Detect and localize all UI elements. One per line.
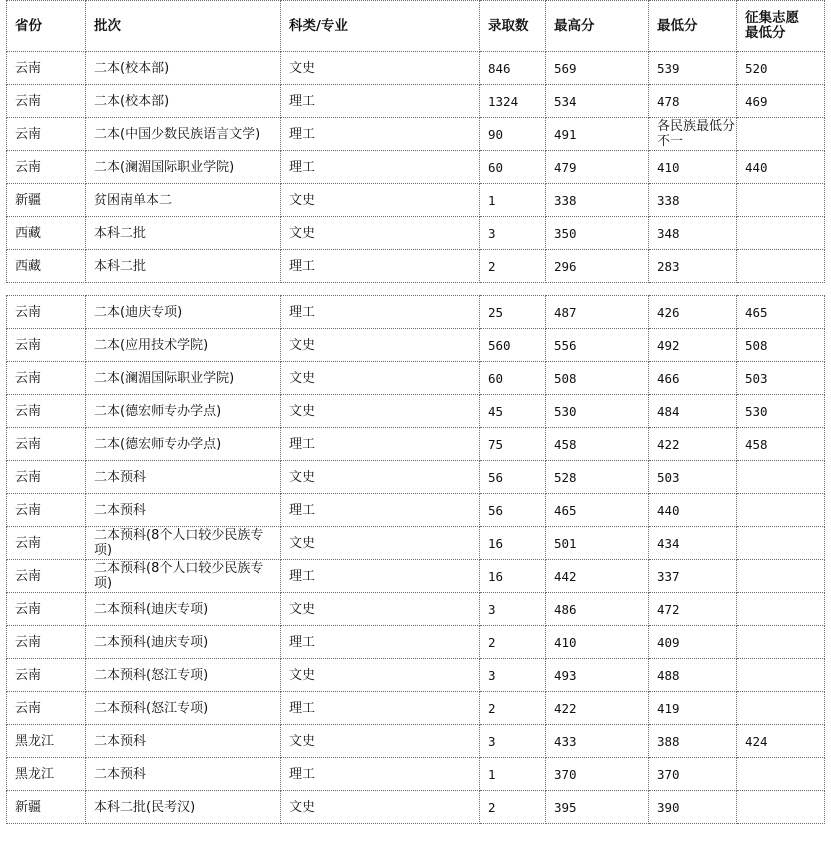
cell-category: 理工 [281,494,480,527]
cell-admitted: 45 [480,395,546,428]
cell-batch: 二本预科(迪庆专项) [86,626,281,659]
cell-category: 理工 [281,151,480,184]
cell-category: 文史 [281,527,480,560]
cell-admitted: 75 [480,428,546,461]
admission-table-1 [6,0,825,283]
cell-batch: 二本预科 [86,494,281,527]
cell-batch: 二本(德宏师专办学点) [86,428,281,461]
cell-min-score: 370 [649,758,737,791]
cell-category: 理工 [281,118,480,151]
header-batch: 批次 [86,1,281,52]
table-row [7,362,825,395]
cell-min-score: 410 [649,151,737,184]
cell-max-score: 534 [546,85,649,118]
cell-min-score: 348 [649,217,737,250]
cell-max-score: 491 [546,118,649,151]
table-row [7,659,825,692]
cell-supplementary-min [737,118,825,151]
cell-min-score: 各民族最低分不一 [649,118,737,151]
cell-admitted: 56 [480,494,546,527]
cell-admitted: 3 [480,659,546,692]
cell-max-score: 479 [546,151,649,184]
cell-province: 云南 [7,494,86,527]
cell-category: 文史 [281,329,480,362]
cell-batch: 二本(德宏师专办学点) [86,395,281,428]
cell-supplementary-min: 503 [737,362,825,395]
cell-admitted: 16 [480,560,546,593]
cell-category: 文史 [281,362,480,395]
cell-category: 文史 [281,395,480,428]
cell-supplementary-min [737,626,825,659]
cell-admitted: 3 [480,725,546,758]
cell-admitted: 2 [480,692,546,725]
table-row [7,217,825,250]
cell-admitted: 2 [480,791,546,824]
table-row [7,395,825,428]
cell-supplementary-min [737,527,825,560]
cell-category: 文史 [281,217,480,250]
cell-supplementary-min: 530 [737,395,825,428]
table-row [7,250,825,283]
cell-province: 新疆 [7,791,86,824]
cell-min-score: 478 [649,85,737,118]
cell-supplementary-min [737,184,825,217]
cell-admitted: 1324 [480,85,546,118]
cell-category: 文史 [281,184,480,217]
cell-province: 云南 [7,428,86,461]
cell-supplementary-min [737,461,825,494]
cell-max-score: 458 [546,428,649,461]
cell-province: 黑龙江 [7,725,86,758]
cell-min-score: 426 [649,296,737,329]
cell-batch: 二本预科(怒江专项) [86,692,281,725]
cell-min-score: 440 [649,494,737,527]
cell-category: 理工 [281,428,480,461]
cell-category: 理工 [281,560,480,593]
cell-batch: 二本预科(怒江专项) [86,659,281,692]
cell-batch: 贫困南单本二 [86,184,281,217]
cell-admitted: 16 [480,527,546,560]
cell-min-score: 488 [649,659,737,692]
cell-supplementary-min: 520 [737,52,825,85]
table-row [7,494,825,527]
cell-province: 云南 [7,151,86,184]
cell-category: 理工 [281,85,480,118]
cell-province: 云南 [7,52,86,85]
cell-supplementary-min [737,250,825,283]
cell-min-score: 419 [649,692,737,725]
cell-category: 文史 [281,461,480,494]
table-row [7,692,825,725]
cell-category: 文史 [281,659,480,692]
table-row [7,527,825,560]
cell-batch: 二本预科 [86,461,281,494]
cell-supplementary-min [737,758,825,791]
cell-province: 云南 [7,626,86,659]
cell-admitted: 1 [480,184,546,217]
cell-min-score: 434 [649,527,737,560]
table-row [7,758,825,791]
cell-min-score: 484 [649,395,737,428]
cell-max-score: 350 [546,217,649,250]
cell-batch: 二本预科(8个人口较少民族专项) [86,527,281,560]
header-category: 科类/专业 [281,1,480,52]
cell-batch: 二本预科 [86,758,281,791]
cell-batch: 二本预科 [86,725,281,758]
cell-max-score: 422 [546,692,649,725]
table-row [7,428,825,461]
cell-min-score: 337 [649,560,737,593]
cell-max-score: 569 [546,52,649,85]
cell-province: 西藏 [7,217,86,250]
admission-tables [6,0,824,824]
cell-max-score: 395 [546,791,649,824]
cell-admitted: 2 [480,626,546,659]
cell-batch: 二本(校本部) [86,52,281,85]
cell-min-score: 338 [649,184,737,217]
cell-max-score: 556 [546,329,649,362]
table-row [7,52,825,85]
cell-province: 云南 [7,692,86,725]
cell-max-score: 501 [546,527,649,560]
cell-category: 文史 [281,725,480,758]
cell-max-score: 465 [546,494,649,527]
cell-category: 理工 [281,296,480,329]
cell-category: 理工 [281,692,480,725]
table-row [7,296,825,329]
cell-min-score: 472 [649,593,737,626]
cell-max-score: 530 [546,395,649,428]
cell-max-score: 487 [546,296,649,329]
cell-supplementary-min: 440 [737,151,825,184]
cell-supplementary-min [737,791,825,824]
cell-supplementary-min: 465 [737,296,825,329]
cell-min-score: 409 [649,626,737,659]
cell-min-score: 492 [649,329,737,362]
cell-province: 云南 [7,560,86,593]
cell-province: 云南 [7,593,86,626]
cell-max-score: 508 [546,362,649,395]
cell-min-score: 503 [649,461,737,494]
cell-supplementary-min: 508 [737,329,825,362]
cell-min-score: 388 [649,725,737,758]
table-row [7,461,825,494]
cell-batch: 二本(迪庆专项) [86,296,281,329]
cell-admitted: 1 [480,758,546,791]
cell-supplementary-min: 424 [737,725,825,758]
cell-province: 新疆 [7,184,86,217]
cell-admitted: 60 [480,151,546,184]
cell-supplementary-min [737,217,825,250]
cell-batch: 二本(应用技术学院) [86,329,281,362]
header-admitted: 录取数 [480,1,546,52]
cell-supplementary-min [737,494,825,527]
table-row [7,626,825,659]
table-row [7,329,825,362]
cell-supplementary-min [737,560,825,593]
cell-min-score: 539 [649,52,737,85]
cell-province: 云南 [7,527,86,560]
cell-max-score: 296 [546,250,649,283]
cell-supplementary-min [737,692,825,725]
cell-min-score: 390 [649,791,737,824]
cell-batch: 本科二批 [86,217,281,250]
cell-province: 云南 [7,118,86,151]
cell-admitted: 90 [480,118,546,151]
cell-supplementary-min [737,659,825,692]
header-supplementary-min-label: 征集志愿 最低分 [745,10,799,41]
cell-batch: 二本预科(8个人口较少民族专项) [86,560,281,593]
cell-admitted: 56 [480,461,546,494]
admission-table-2 [6,295,825,824]
cell-max-score: 338 [546,184,649,217]
cell-admitted: 3 [480,593,546,626]
cell-supplementary-min [737,593,825,626]
table-gap [6,283,824,295]
cell-province: 西藏 [7,250,86,283]
cell-province: 云南 [7,85,86,118]
cell-category: 理工 [281,626,480,659]
cell-province: 云南 [7,362,86,395]
cell-category: 文史 [281,791,480,824]
cell-admitted: 25 [480,296,546,329]
cell-batch: 二本(澜湄国际职业学院) [86,362,281,395]
cell-admitted: 60 [480,362,546,395]
cell-province: 云南 [7,296,86,329]
cell-max-score: 486 [546,593,649,626]
cell-max-score: 410 [546,626,649,659]
header-province: 省份 [7,1,86,52]
cell-batch: 二本(中国少数民族语言文学) [86,118,281,151]
cell-max-score: 442 [546,560,649,593]
table-row [7,118,825,151]
cell-supplementary-min: 458 [737,428,825,461]
cell-batch: 二本预科(迪庆专项) [86,593,281,626]
cell-max-score: 493 [546,659,649,692]
cell-max-score: 370 [546,758,649,791]
cell-category: 理工 [281,758,480,791]
cell-min-score: 466 [649,362,737,395]
cell-province: 云南 [7,461,86,494]
table-row [7,151,825,184]
cell-batch: 本科二批 [86,250,281,283]
header-max-score: 最高分 [546,1,649,52]
cell-max-score: 433 [546,725,649,758]
table-row [7,791,825,824]
cell-batch: 本科二批(民考汉) [86,791,281,824]
table-row [7,725,825,758]
cell-province: 黑龙江 [7,758,86,791]
table-row [7,184,825,217]
cell-province: 云南 [7,395,86,428]
cell-admitted: 560 [480,329,546,362]
header-row [7,1,825,52]
cell-min-score: 283 [649,250,737,283]
cell-supplementary-min: 469 [737,85,825,118]
cell-category: 文史 [281,593,480,626]
cell-max-score: 528 [546,461,649,494]
cell-category: 理工 [281,250,480,283]
cell-admitted: 3 [480,217,546,250]
cell-province: 云南 [7,329,86,362]
cell-admitted: 846 [480,52,546,85]
cell-batch: 二本(校本部) [86,85,281,118]
header-min-score: 最低分 [649,1,737,52]
table-row [7,560,825,593]
cell-batch: 二本(澜湄国际职业学院) [86,151,281,184]
cell-admitted: 2 [480,250,546,283]
header-supplementary-min [737,1,825,52]
cell-min-score: 422 [649,428,737,461]
table-row [7,85,825,118]
table-row [7,593,825,626]
cell-category: 文史 [281,52,480,85]
cell-province: 云南 [7,659,86,692]
